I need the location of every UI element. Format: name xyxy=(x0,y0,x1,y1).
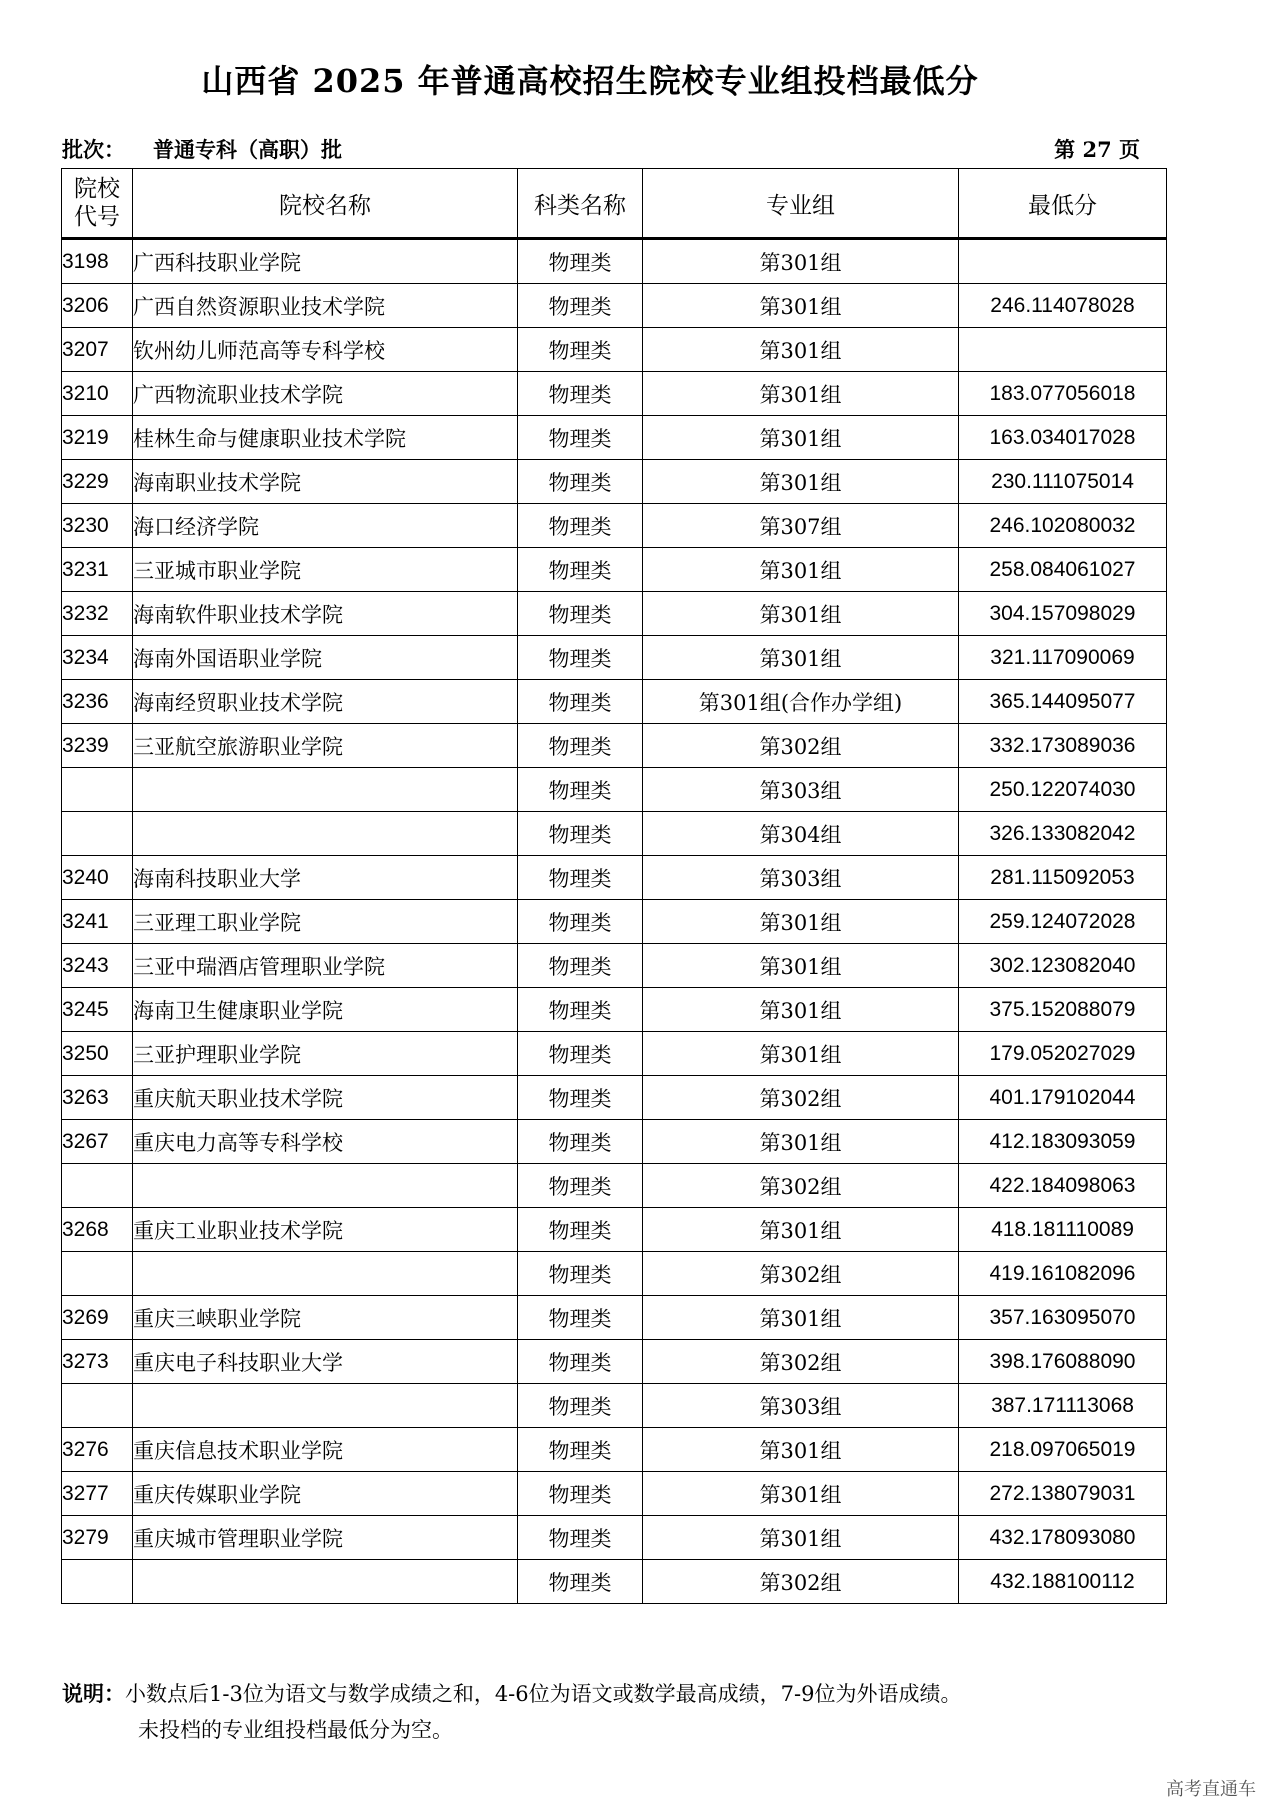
cell-category: 物理类 xyxy=(518,1340,643,1384)
cell-min-score: 326.133082042 xyxy=(959,812,1167,856)
cell-code: 3229 xyxy=(62,460,133,504)
cell-group: 第301组 xyxy=(643,900,959,944)
cell-code: 3198 xyxy=(62,239,133,284)
cell-group: 第301组 xyxy=(643,944,959,988)
cell-group: 第302组 xyxy=(643,1560,959,1604)
cell-code xyxy=(62,1560,133,1604)
header-group: 专业组 xyxy=(643,169,959,239)
cell-min-score: 246.102080032 xyxy=(959,504,1167,548)
cell-category: 物理类 xyxy=(518,1384,643,1428)
cell-code xyxy=(62,812,133,856)
cell-code: 3230 xyxy=(62,504,133,548)
cell-group: 第301组 xyxy=(643,284,959,328)
cell-code xyxy=(62,1252,133,1296)
cell-category: 物理类 xyxy=(518,416,643,460)
cell-school-name: 海南外国语职业学院 xyxy=(133,636,518,680)
cell-category: 物理类 xyxy=(518,768,643,812)
cell-code: 3240 xyxy=(62,856,133,900)
cell-code: 3219 xyxy=(62,416,133,460)
table-row xyxy=(62,812,1167,856)
cell-school-name: 重庆三峡职业学院 xyxy=(133,1296,518,1340)
cell-min-score: 304.157098029 xyxy=(959,592,1167,636)
cell-code: 3207 xyxy=(62,328,133,372)
cell-group: 第301组 xyxy=(643,636,959,680)
cell-category: 物理类 xyxy=(518,1120,643,1164)
cell-group: 第301组(合作办学组) xyxy=(643,680,959,724)
table-row xyxy=(62,1032,1167,1076)
cell-category: 物理类 xyxy=(518,328,643,372)
cell-category: 物理类 xyxy=(518,1208,643,1252)
cell-min-score xyxy=(959,328,1167,372)
cell-category: 物理类 xyxy=(518,680,643,724)
cell-code: 3245 xyxy=(62,988,133,1032)
cell-category: 物理类 xyxy=(518,988,643,1032)
cell-category: 物理类 xyxy=(518,1428,643,1472)
cell-category: 物理类 xyxy=(518,460,643,504)
cell-category: 物理类 xyxy=(518,724,643,768)
table-row xyxy=(62,1340,1167,1384)
cell-group: 第301组 xyxy=(643,1296,959,1340)
cell-school-name: 重庆城市管理职业学院 xyxy=(133,1516,518,1560)
cell-school-name: 三亚城市职业学院 xyxy=(133,548,518,592)
cell-min-score: 250.122074030 xyxy=(959,768,1167,812)
table-row xyxy=(62,284,1167,328)
cell-code: 3234 xyxy=(62,636,133,680)
cell-school-name: 广西自然资源职业技术学院 xyxy=(133,284,518,328)
table-row xyxy=(62,1076,1167,1120)
cell-school-name: 海口经济学院 xyxy=(133,504,518,548)
cell-category: 物理类 xyxy=(518,239,643,284)
cell-code: 3232 xyxy=(62,592,133,636)
table-header-row xyxy=(62,169,1167,239)
cell-min-score: 163.034017028 xyxy=(959,416,1167,460)
page-title: 山西省 2025 年普通高校招生院校专业组投档最低分 xyxy=(201,62,979,100)
cell-code: 3231 xyxy=(62,548,133,592)
batch-label: 批次： xyxy=(62,137,125,162)
cell-group: 第303组 xyxy=(643,768,959,812)
table-row xyxy=(62,1120,1167,1164)
cell-min-score: 412.183093059 xyxy=(959,1120,1167,1164)
cell-min-score: 218.097065019 xyxy=(959,1428,1167,1472)
cell-group: 第301组 xyxy=(643,1516,959,1560)
cell-school-name: 广西物流职业技术学院 xyxy=(133,372,518,416)
cell-code: 3250 xyxy=(62,1032,133,1076)
table-row xyxy=(62,592,1167,636)
cell-category: 物理类 xyxy=(518,1032,643,1076)
cell-code: 3210 xyxy=(62,372,133,416)
cell-code: 3279 xyxy=(62,1516,133,1560)
cell-category: 物理类 xyxy=(518,1252,643,1296)
cell-group: 第307组 xyxy=(643,504,959,548)
cell-min-score: 258.084061027 xyxy=(959,548,1167,592)
table-row xyxy=(62,328,1167,372)
cell-group: 第301组 xyxy=(643,1428,959,1472)
cell-code: 3236 xyxy=(62,680,133,724)
header-code-text: 院校代号 xyxy=(73,176,120,230)
cell-category: 物理类 xyxy=(518,592,643,636)
cell-school-name xyxy=(133,1384,518,1428)
watermark: 高考直通车 xyxy=(1166,1779,1256,1800)
score-table xyxy=(61,168,1167,1604)
cell-min-score: 179.052027029 xyxy=(959,1032,1167,1076)
cell-code: 3239 xyxy=(62,724,133,768)
cell-school-name: 桂林生命与健康职业技术学院 xyxy=(133,416,518,460)
cell-min-score: 302.123082040 xyxy=(959,944,1167,988)
cell-min-score xyxy=(959,239,1167,284)
cell-school-name: 重庆传媒职业学院 xyxy=(133,1472,518,1516)
cell-school-name: 三亚护理职业学院 xyxy=(133,1032,518,1076)
cell-min-score: 418.181110089 xyxy=(959,1208,1167,1252)
cell-school-name: 重庆工业职业技术学院 xyxy=(133,1208,518,1252)
cell-code: 3277 xyxy=(62,1472,133,1516)
cell-group: 第301组 xyxy=(643,548,959,592)
cell-category: 物理类 xyxy=(518,900,643,944)
cell-school-name: 重庆信息技术职业学院 xyxy=(133,1428,518,1472)
cell-min-score: 332.173089036 xyxy=(959,724,1167,768)
cell-school-name xyxy=(133,768,518,812)
table-row xyxy=(62,1384,1167,1428)
table-row xyxy=(62,372,1167,416)
cell-school-name: 三亚航空旅游职业学院 xyxy=(133,724,518,768)
cell-school-name: 广西科技职业学院 xyxy=(133,239,518,284)
table-row xyxy=(62,900,1167,944)
table-row xyxy=(62,680,1167,724)
cell-category: 物理类 xyxy=(518,504,643,548)
cell-school-name xyxy=(133,1252,518,1296)
cell-min-score: 401.179102044 xyxy=(959,1076,1167,1120)
cell-school-name: 钦州幼儿师范高等专科学校 xyxy=(133,328,518,372)
cell-min-score: 357.163095070 xyxy=(959,1296,1167,1340)
cell-min-score: 272.138079031 xyxy=(959,1472,1167,1516)
cell-group: 第303组 xyxy=(643,856,959,900)
table-row xyxy=(62,1208,1167,1252)
cell-school-name: 重庆航天职业技术学院 xyxy=(133,1076,518,1120)
cell-code: 3263 xyxy=(62,1076,133,1120)
cell-group: 第301组 xyxy=(643,1120,959,1164)
cell-school-name: 海南科技职业大学 xyxy=(133,856,518,900)
cell-min-score: 281.115092053 xyxy=(959,856,1167,900)
cell-category: 物理类 xyxy=(518,548,643,592)
note-line-1: 小数点后1-3位为语文与数学成绩之和，4-6位为语文或数学最高成绩，7-9位为外语成绩。 xyxy=(125,1682,962,1706)
cell-category: 物理类 xyxy=(518,1472,643,1516)
table-row xyxy=(62,636,1167,680)
cell-min-score: 419.161082096 xyxy=(959,1252,1167,1296)
table-row xyxy=(62,724,1167,768)
note-line-2: 未投档的专业组投档最低分为空。 xyxy=(138,1718,453,1742)
cell-category: 物理类 xyxy=(518,372,643,416)
header-category: 科类名称 xyxy=(518,169,643,239)
cell-group: 第302组 xyxy=(643,1076,959,1120)
cell-category: 物理类 xyxy=(518,812,643,856)
cell-group: 第301组 xyxy=(643,988,959,1032)
cell-group: 第302组 xyxy=(643,1252,959,1296)
footnote xyxy=(62,1676,961,1748)
cell-code: 3269 xyxy=(62,1296,133,1340)
table-row xyxy=(62,1516,1167,1560)
cell-code: 3241 xyxy=(62,900,133,944)
cell-school-name: 海南卫生健康职业学院 xyxy=(133,988,518,1032)
cell-min-score: 321.117090069 xyxy=(959,636,1167,680)
table-body xyxy=(62,239,1167,1604)
cell-group: 第301组 xyxy=(643,1208,959,1252)
cell-group: 第301组 xyxy=(643,239,959,284)
table-row xyxy=(62,856,1167,900)
cell-min-score: 246.114078028 xyxy=(959,284,1167,328)
table-row xyxy=(62,1472,1167,1516)
table-row xyxy=(62,768,1167,812)
cell-code: 3268 xyxy=(62,1208,133,1252)
cell-min-score: 183.077056018 xyxy=(959,372,1167,416)
cell-category: 物理类 xyxy=(518,284,643,328)
cell-group: 第301组 xyxy=(643,592,959,636)
cell-school-name: 海南软件职业技术学院 xyxy=(133,592,518,636)
cell-school-name xyxy=(133,812,518,856)
cell-group: 第302组 xyxy=(643,724,959,768)
table-row xyxy=(62,988,1167,1032)
cell-code xyxy=(62,1384,133,1428)
cell-min-score: 398.176088090 xyxy=(959,1340,1167,1384)
cell-min-score: 432.178093080 xyxy=(959,1516,1167,1560)
cell-min-score: 432.188100112 xyxy=(959,1560,1167,1604)
cell-school-name: 三亚中瑞酒店管理职业学院 xyxy=(133,944,518,988)
cell-category: 物理类 xyxy=(518,1516,643,1560)
cell-min-score: 422.184098063 xyxy=(959,1164,1167,1208)
cell-school-name xyxy=(133,1560,518,1604)
cell-group: 第301组 xyxy=(643,1472,959,1516)
cell-category: 物理类 xyxy=(518,1296,643,1340)
cell-group: 第301组 xyxy=(643,1032,959,1076)
cell-school-name: 三亚理工职业学院 xyxy=(133,900,518,944)
cell-code: 3243 xyxy=(62,944,133,988)
table-row xyxy=(62,1560,1167,1604)
cell-school-name: 海南经贸职业技术学院 xyxy=(133,680,518,724)
cell-group: 第304组 xyxy=(643,812,959,856)
cell-code: 3276 xyxy=(62,1428,133,1472)
cell-code xyxy=(62,1164,133,1208)
table-row xyxy=(62,1252,1167,1296)
cell-min-score: 365.144095077 xyxy=(959,680,1167,724)
cell-category: 物理类 xyxy=(518,1076,643,1120)
cell-code: 3273 xyxy=(62,1340,133,1384)
page-number: 第 27 页 xyxy=(1054,137,1140,162)
cell-school-name xyxy=(133,1164,518,1208)
table-row xyxy=(62,1428,1167,1472)
cell-group: 第302组 xyxy=(643,1164,959,1208)
cell-code xyxy=(62,768,133,812)
cell-category: 物理类 xyxy=(518,944,643,988)
cell-category: 物理类 xyxy=(518,1164,643,1208)
table-row xyxy=(62,944,1167,988)
table-row xyxy=(62,416,1167,460)
cell-school-name: 重庆电力高等专科学校 xyxy=(133,1120,518,1164)
cell-category: 物理类 xyxy=(518,856,643,900)
table-row xyxy=(62,1296,1167,1340)
table-row xyxy=(62,1164,1167,1208)
header-code xyxy=(62,169,133,239)
cell-min-score: 230.111075014 xyxy=(959,460,1167,504)
batch-value: 普通专科（高职）批 xyxy=(153,137,342,162)
table-row xyxy=(62,504,1167,548)
table-row xyxy=(62,460,1167,504)
header-name: 院校名称 xyxy=(133,169,518,239)
cell-group: 第301组 xyxy=(643,372,959,416)
cell-school-name: 海南职业技术学院 xyxy=(133,460,518,504)
header-score: 最低分 xyxy=(959,169,1167,239)
cell-category: 物理类 xyxy=(518,1560,643,1604)
cell-code: 3206 xyxy=(62,284,133,328)
table-row xyxy=(62,239,1167,284)
cell-min-score: 387.171113068 xyxy=(959,1384,1167,1428)
cell-group: 第301组 xyxy=(643,416,959,460)
cell-group: 第302组 xyxy=(643,1340,959,1384)
cell-group: 第301组 xyxy=(643,460,959,504)
cell-code: 3267 xyxy=(62,1120,133,1164)
cell-school-name: 重庆电子科技职业大学 xyxy=(133,1340,518,1384)
cell-group: 第303组 xyxy=(643,1384,959,1428)
cell-min-score: 259.124072028 xyxy=(959,900,1167,944)
cell-category: 物理类 xyxy=(518,636,643,680)
batch-info xyxy=(62,134,342,164)
table-row xyxy=(62,548,1167,592)
note-label: 说明： xyxy=(62,1681,125,1706)
cell-min-score: 375.152088079 xyxy=(959,988,1167,1032)
cell-group: 第301组 xyxy=(643,328,959,372)
